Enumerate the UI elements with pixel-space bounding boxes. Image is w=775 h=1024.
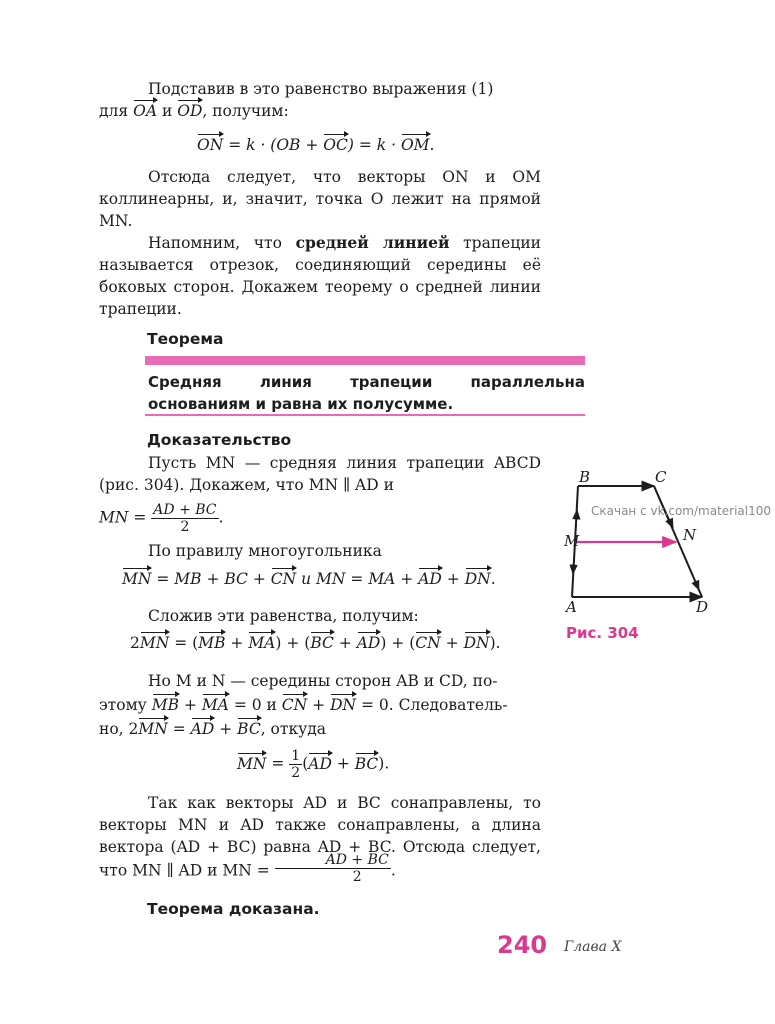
label-n: N [683,526,697,544]
vector-dn [690,569,699,590]
proof-start-formula: MN = $\frac{AD + BC}{2}$ . [99,502,224,535]
label-b: B [579,468,591,486]
theorem-bottom-rule [145,414,585,416]
label-d: D [696,598,709,616]
intro-line-2: для OA и OD, получим: [99,102,289,120]
trapezoid-figure [556,466,716,624]
term-midline: средней линией [295,233,450,252]
conclusion: Так как векторы AD и BC сонаправлены, то векторы MN и AD также сонаправлены, а длина вектора (AD + BC) равна AD + BC. Отсюда следует, что MN ∥ AD и MN = $\frac{AD + BC}{2}$ . [99,794,541,885]
label-m: M [564,532,580,550]
equation-half: MN = $\frac{1}{2}$ (AD + BC). [237,748,390,781]
theorem-top-bar [145,356,585,365]
proof-end: Теорема доказана. [147,900,320,918]
proof-heading: Доказательство [147,431,292,449]
paragraph-collinear: Отсюда следует, что векторы ON и OM коллинеарны, и, значит, точка O лежит на прямой MN. [99,168,541,230]
midpoints-line-1: Но M и N — середины сторон AB и CD, по- [148,672,498,690]
theorem-heading: Теорема [147,330,224,348]
equation-polygon: MN = MB + BC + CN и MN = MA + AD + DN. [122,570,496,588]
equation-on: ON = k · (OB + OC) = k · OM. [197,136,435,154]
polygon-rule: По правилу многоугольника [148,542,382,560]
equation-sum: 2MN = (MB + MA) + (BC + AD) + (CN + DN). [130,634,501,652]
figure-caption: Рис. 304 [566,624,639,642]
watermark: Скачан с vk.com/material100 [591,504,772,518]
midpoints-line-2: этому MB + MA = 0 и CN + DN = 0. Следователь- [99,696,508,714]
intro-line-1: Подставив в это равенство выражения (1) [148,80,494,98]
paragraph-recall: Напомним, что средней линией трапеции называется отрезок, соединяющий середины её боковых сторон. Докажем теорему о средней линии трапеции. [99,233,541,318]
proof-start: Пусть MN — средняя линия трапеции ABCD (рис. 304). Докажем, что MN ∥ AD и [99,454,541,494]
theorem-text: Средняя линия трапеции параллельна основаниям и равна их полусумме. [148,373,585,413]
label-a: A [566,598,577,616]
page-number: 240 [497,931,548,959]
vector-od: OD [177,102,203,120]
chapter-label: Глава X [564,939,622,955]
label-c: C [655,468,667,486]
adding-text: Сложив эти равенства, получим: [148,607,419,625]
vector-oa: OA [133,102,158,120]
midpoints-line-3: но, 2MN = AD + BC, откуда [99,720,327,738]
